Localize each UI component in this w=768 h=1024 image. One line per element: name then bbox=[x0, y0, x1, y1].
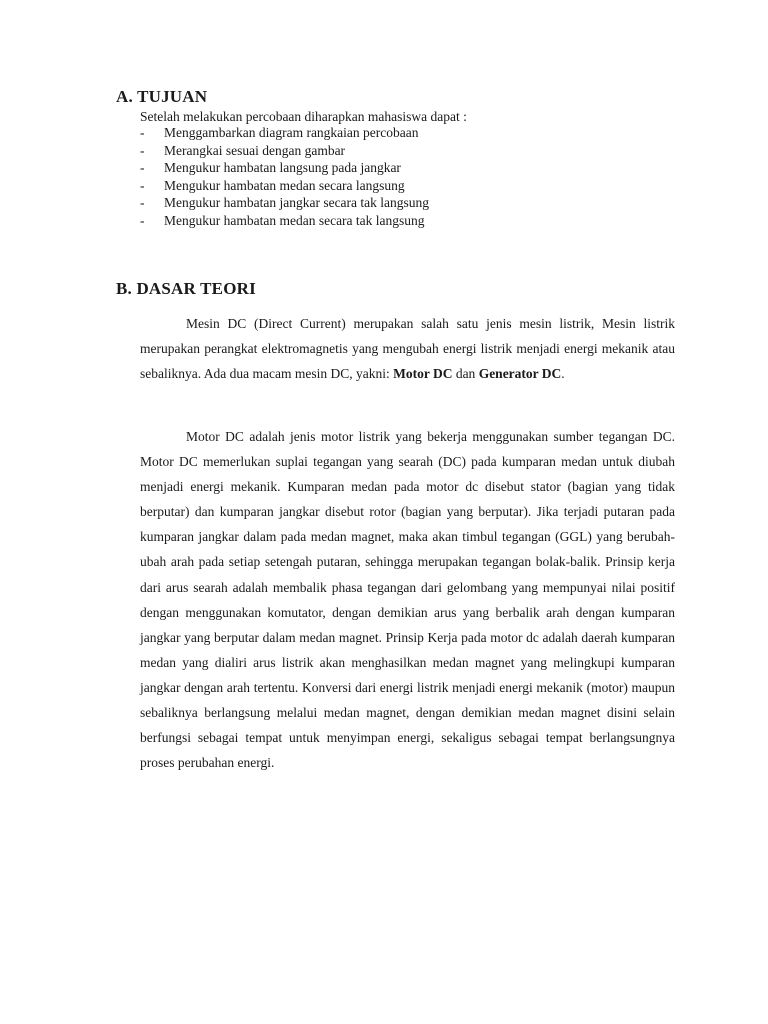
list-item bbox=[140, 124, 429, 142]
section-a-heading: A. TUJUAN bbox=[116, 87, 208, 106]
paragraph-text: dan bbox=[452, 366, 479, 382]
list-item bbox=[140, 159, 429, 177]
bullet-dash: - bbox=[140, 125, 145, 140]
bullet-dash: - bbox=[140, 212, 145, 228]
list-item-text: Menggambarkan diagram rangkaian percobaan bbox=[164, 125, 419, 140]
theory-paragraph-2: Motor DC adalah jenis motor listrik yang bekerja menggunakan sumber tegangan DC. Motor DC memerlukan suplai tegangan yang searah (DC) pada kumparan medan untuk diubah menjadi energi mekanik. Kumparan medan pada motor dc disebut stator (bagian yang tidak berputar) dan kumparan jangkar disebut rotor (bagian yang berputar). Jika terjadi putaran pada kumparan jangkar dalam pada medan magnet, maka akan timbul tegangan (GGL) yang berubah-ubah arah pada setiap setengah putaran, sehingga merupakan tegangan bolak-balik. Prinsip kerja dari arus searah adalah membalik phasa tegangan dari gelombang yang mempunyai nilai positif dengan menggunakan komutator, dengan demikian arus yang berbalik arah dengan kumparan jangkar yang berputar dalam medan magnet. Prinsip Kerja pada motor dc adalah daerah kumparan medan yang dialiri arus listrik akan menghasilkan medan magnet yang melingkupi kumparan jangkar dengan arah tertentu. Konversi dari energi listrik menjadi energi mekanik (motor) maupun sebaliknya berlangsung melalui medan magnet, dengan demikian medan magnet disini selain berfungsi sebagai tempat untuk menyimpan energi, sekaligus sebagai tempat berlangsungnya proses perubahan energi. bbox=[140, 429, 675, 771]
list-item-text: Mengukur hambatan langsung pada jangkar bbox=[164, 160, 401, 175]
theory-paragraph-1 bbox=[140, 311, 675, 386]
list-item bbox=[140, 177, 429, 195]
bold-term-generator-dc: Generator DC bbox=[478, 366, 562, 382]
list-item-text: Merangkai sesuai dengan gambar bbox=[164, 142, 346, 158]
list-item-text: Mengukur hambatan medan secara tak langsung bbox=[164, 212, 425, 228]
list-item bbox=[140, 194, 429, 212]
section-a-intro: Setelah melakukan percobaan diharapkan mahasiswa dapat : bbox=[140, 109, 467, 124]
bullet-dash: - bbox=[140, 142, 145, 158]
bold-term-motor-dc: Motor DC bbox=[393, 366, 453, 382]
list-item-text: Mengukur hambatan jangkar secara tak langsung bbox=[164, 195, 430, 210]
bullet-dash: - bbox=[140, 177, 145, 193]
list-item bbox=[140, 212, 429, 230]
list-item bbox=[140, 142, 429, 160]
paragraph-text: Mesin DC (Direct Current) merupakan salah satu jenis mesin listrik, Mesin listrik merupakan perangkat elektromagnetis yang mengubah energi listrik menjadi energi mekanik atau sebaliknya. Ada dua macam mesin DC, yakni: bbox=[140, 316, 675, 382]
bullet-dash: - bbox=[140, 160, 145, 175]
paragraph-text: . bbox=[561, 366, 565, 382]
bullet-dash: - bbox=[140, 195, 145, 210]
section-b-heading: B. DASAR TEORI bbox=[116, 279, 256, 298]
goals-list bbox=[140, 124, 429, 229]
list-item-text: Mengukur hambatan medan secara langsung bbox=[164, 177, 405, 193]
